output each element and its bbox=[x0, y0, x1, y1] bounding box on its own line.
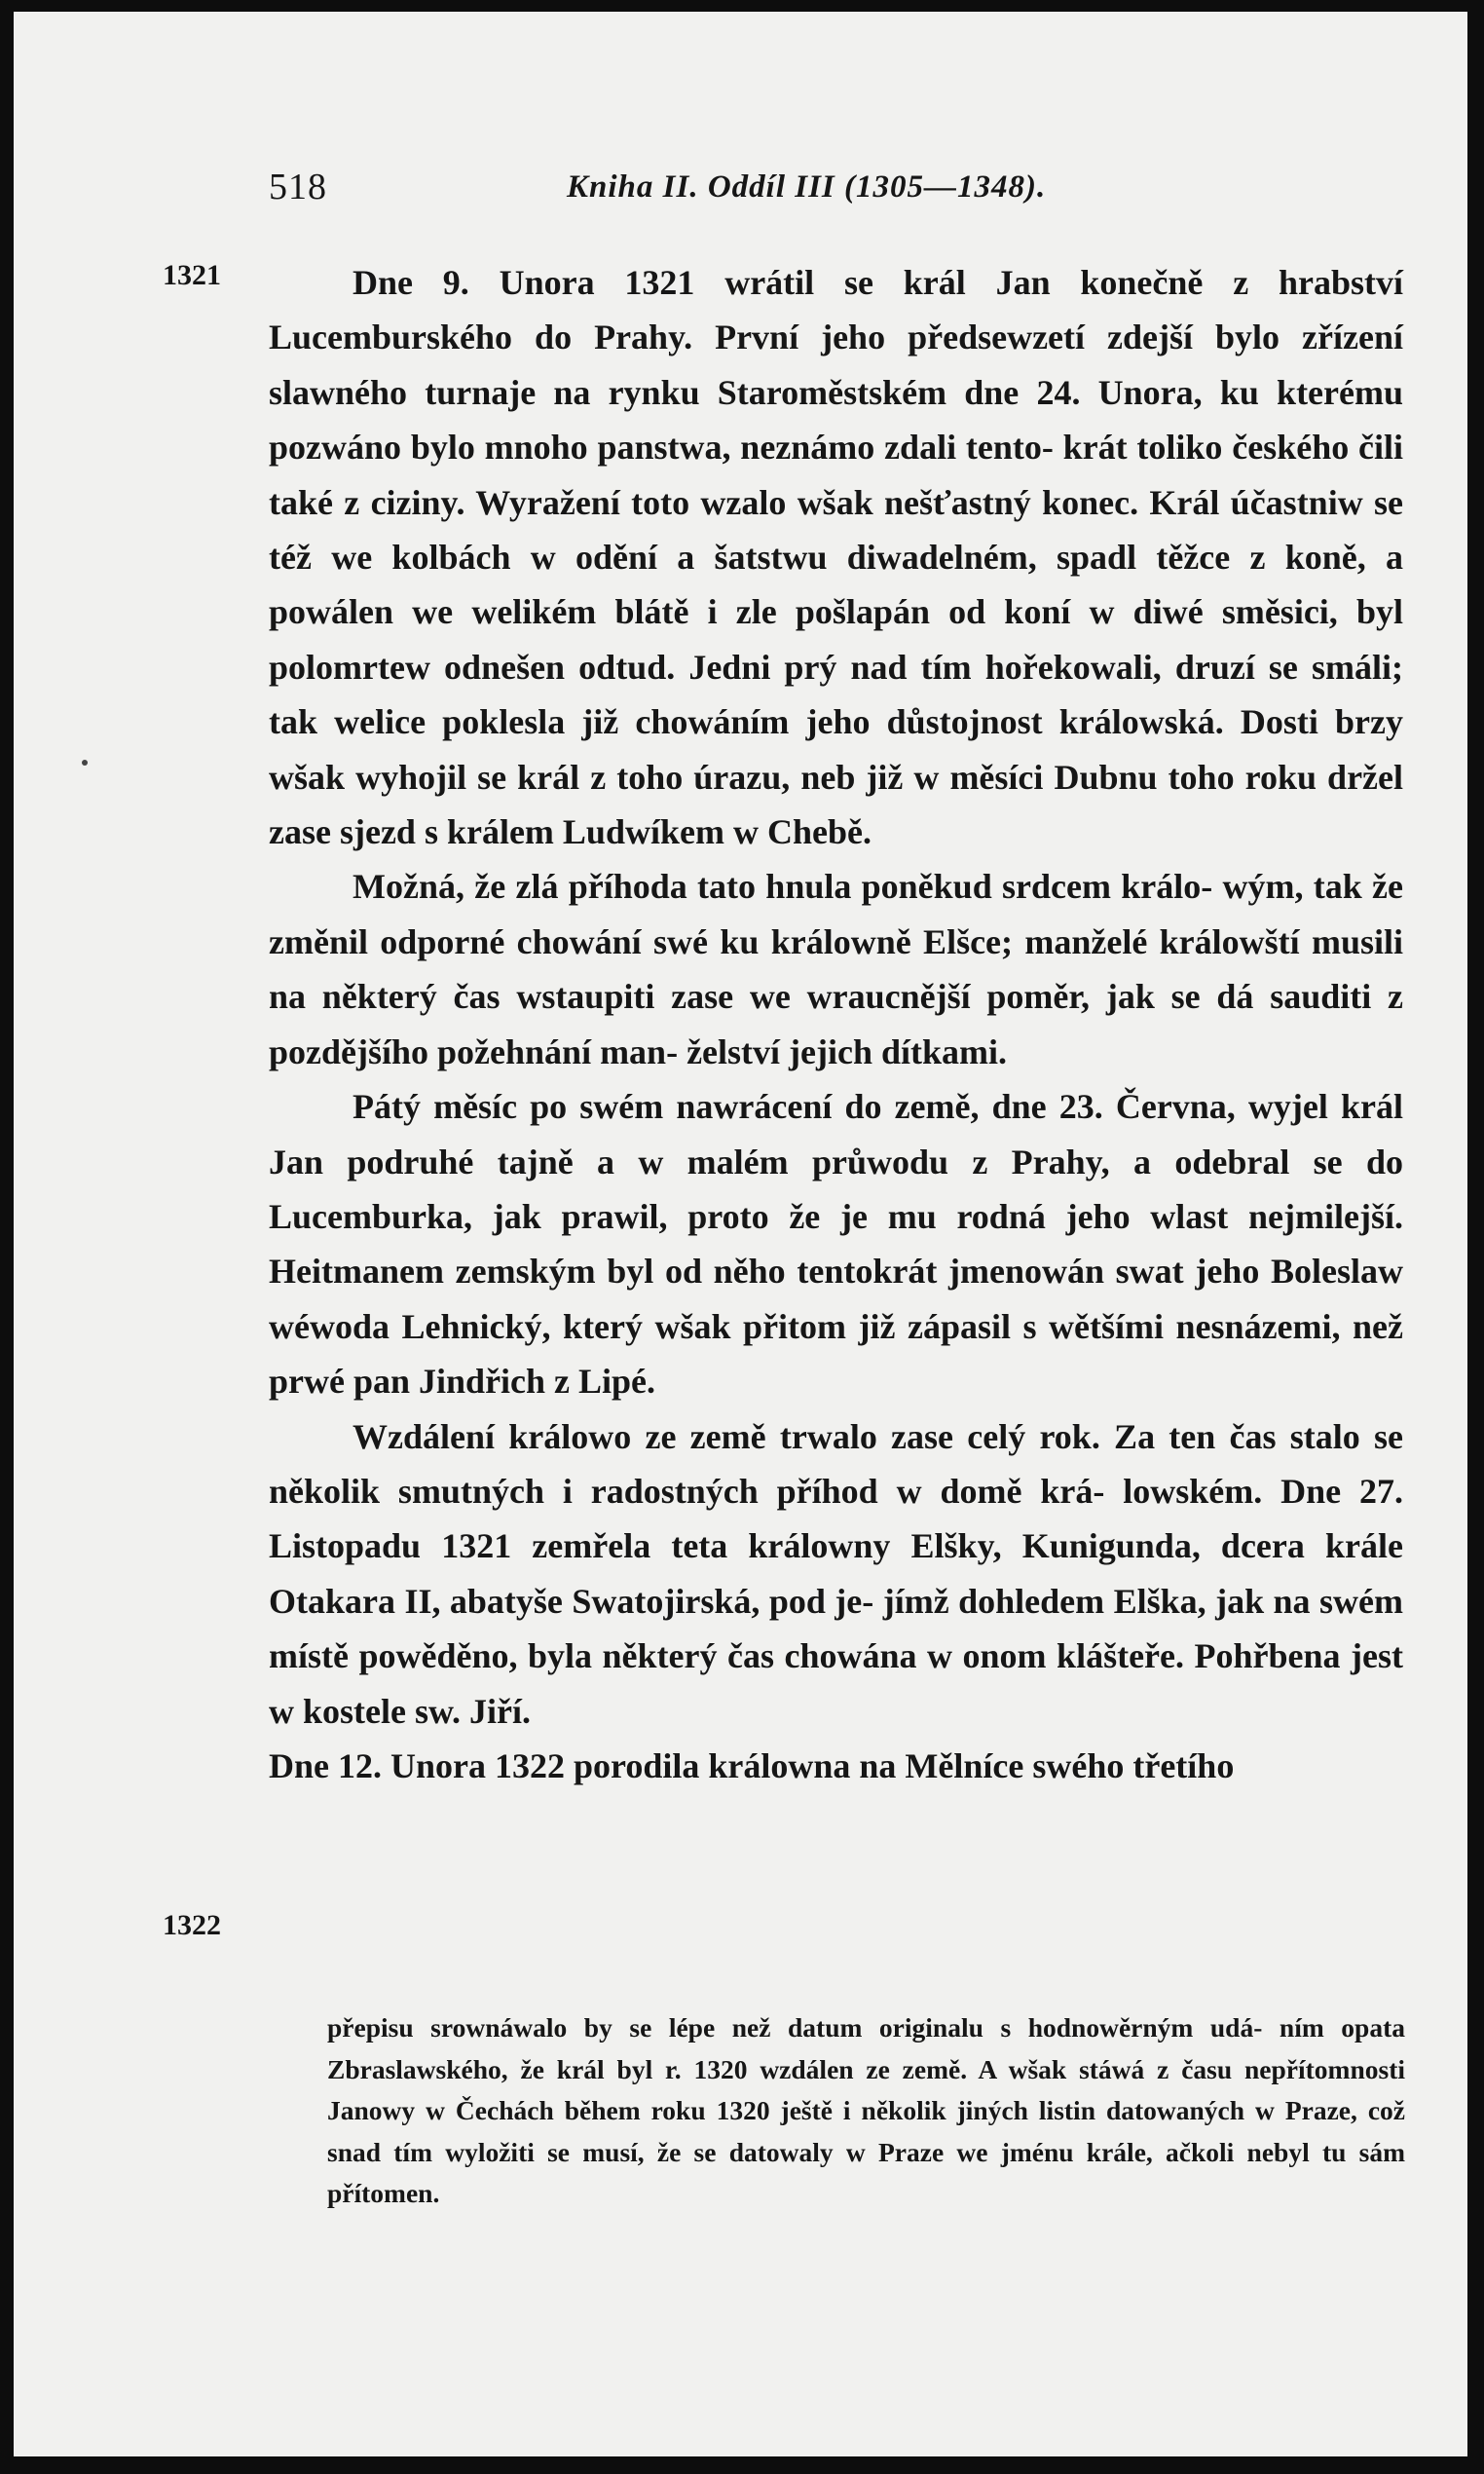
page-header bbox=[14, 166, 1467, 224]
footnote-text: přepisu srownáwalo by se lépe než datum originalu s hodnowěrným udá- ním opata Zbraslawského, že král byl r. 1320 wzdálen ze země. A wšak stáwá z času nepřítomnosti Janowy w Čechách během roku 1320 ještě i několik jiných listin datowaných w Praze, což snad tím wyložiti se musí, že se datowaly w Praze we jménu krále, ačkoli nebyl tu sám přítomen. bbox=[327, 2012, 1405, 2208]
margin-year-1321: 1321 bbox=[163, 259, 221, 291]
paragraph-departure: Pátý měsíc po swém nawrácení do země, dne 23. Června, wyjel král Jan podruhé tajně a w malém průwodu z Prahy, a odebral se do Lucemburka, jak prawil, proto že je mu rodná jeho wlast nejmilejší. Heitmanem zemským byl od něho tentokrát jmenowán swat jeho Boleslaw wéwoda Lehnický, který wšak přitom již zápasil s wětšími nesnázemi, než prwé pan Jindřich z Lipé. bbox=[269, 1087, 1403, 1402]
running-title: Kniha II. Oddíl III (1305—1348). bbox=[567, 169, 1047, 205]
paragraph-royal-marriage: Možná, že zlá příhoda tato hnula poněkud srdcem králo- wým, tak že změnil odporné chowání swé ku králowně Elšce; manželé králowští musili na některý čas wstaupiti zase we wraucnější poměr, jak se dá sauditi z pozdějšího požehnání man- želství jejich dítkami. bbox=[269, 867, 1403, 1071]
paragraph-return-of-king: Dne 9. Unora 1321 wrátil se král Jan konečně z hrabství Lucemburského do Prahy. První jeho předsewzetí zdejší bylo zřízení slawného turnaje na rynku Staroměstském dne 24. Unora, ku kterému pozwáno bylo mnoho panstwa, neznámo zdali tento- krát toliko českého čili také z ciziny. Wyražení toto wzalo wšak nešťastný konec. Král účastniw se též we kolbách w odění a šatstwu diwadelném, spadl těžce z koně, a powálen we welikém blátě i zle pošlapán od koní w diwé směsici, byl polomrtew odnešen odtud. Jedni prý nad tím hořekowali, druzí se smáli; tak welice poklesla již chowáním jeho důstojnost králowská. Dosti brzy wšak wyhojil se král z toho úrazu, neb již w měsíci Dubnu toho roku držel zase sjezd s králem Ludwíkem w Chebě. bbox=[269, 263, 1403, 852]
footnote bbox=[327, 2007, 1405, 2215]
paragraph-absence: Wzdálení králowo ze země trwalo zase celý rok. Za ten čas stalo se několik smutných i radostných příhod w domě krá- lowském. Dne 27. Listopadu 1321 zemřela teta králowny Elšky, Kunigunda, dcera krále Otakara II, abatyše Swatojirská, pod je- jímž dohledem Elška, jak na swém místě powěděno, byla některý čas chowána w onom klášteře. Pohřbena jest w kostele sw. Jiří. bbox=[269, 1416, 1403, 1731]
page-number: 518 bbox=[269, 167, 327, 207]
margin-year-1322: 1322 bbox=[163, 1909, 221, 1941]
paragraph-birth: Dne 12. Unora 1322 porodila králowna na Mělníce swého třetího bbox=[269, 1745, 1235, 1785]
main-text bbox=[269, 255, 1403, 1793]
paper-speck bbox=[82, 760, 88, 766]
book-page bbox=[14, 12, 1467, 2456]
